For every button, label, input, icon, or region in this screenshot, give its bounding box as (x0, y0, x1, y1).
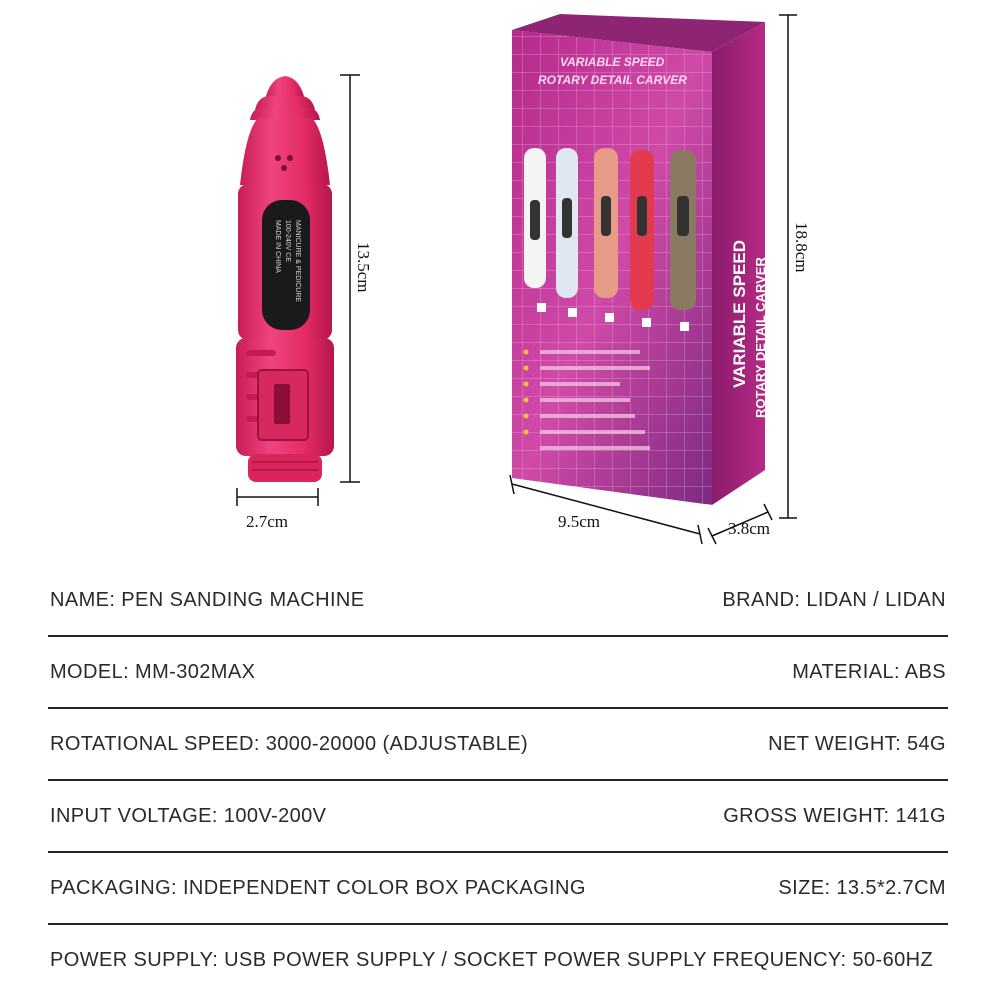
spec-row-speed (48, 709, 948, 781)
spec-net-weight: NET WEIGHT: 54G (768, 733, 946, 755)
pen-height-label: 13.5cm (354, 242, 373, 293)
box-width-label: 9.5cm (558, 512, 601, 531)
box-front-title-2: ROTARY DETAIL CARVER (538, 73, 687, 87)
pen-width-label: 2.7cm (246, 512, 289, 531)
spec-name: NAME: PEN SANDING MACHINE (50, 589, 365, 611)
spec-table (48, 565, 948, 997)
svg-text:MADE IN CHINA: MADE IN CHINA (274, 220, 281, 273)
spec-row-packaging (48, 853, 948, 925)
pen-device (236, 76, 334, 482)
spec-row-model (48, 637, 948, 709)
product-box (512, 14, 768, 505)
spec-row-power (48, 925, 948, 997)
spec-row-name (48, 565, 948, 637)
spec-input-voltage: INPUT VOLTAGE: 100V-200V (50, 805, 327, 827)
spec-material: MATERIAL: ABS (792, 661, 946, 683)
box-side-title-2: ROTARY DETAIL CARVER (753, 257, 768, 418)
svg-text:100-240V CE: 100-240V CE (284, 220, 291, 263)
box-side-title-1: VARIABLE SPEED (730, 240, 749, 388)
svg-text:MANICURE & PEDICURE: MANICURE & PEDICURE (294, 220, 301, 303)
spec-brand: BRAND: LIDAN / LIDAN (722, 589, 946, 611)
box-depth-label: 3.8cm (728, 519, 771, 538)
box-front-title-1: VARIABLE SPEED (560, 55, 665, 69)
box-height-label: 18.8cm (792, 222, 811, 273)
spec-model: MODEL: MM-302MAX (50, 661, 256, 683)
spec-size: SIZE: 13.5*2.7CM (778, 877, 946, 899)
spec-gross-weight: GROSS WEIGHT: 141G (723, 805, 946, 827)
spec-rotational-speed: ROTATIONAL SPEED: 3000-20000 (ADJUSTABLE) (50, 733, 529, 755)
spec-power-supply: POWER SUPPLY: USB POWER SUPPLY / SOCKET POWER SUPPLY FREQUENCY: 50-60HZ (50, 949, 934, 971)
pen-width-dimension (237, 488, 318, 506)
spec-row-voltage (48, 781, 948, 853)
spec-packaging: PACKAGING: INDEPENDENT COLOR BOX PACKAGING (50, 877, 586, 899)
